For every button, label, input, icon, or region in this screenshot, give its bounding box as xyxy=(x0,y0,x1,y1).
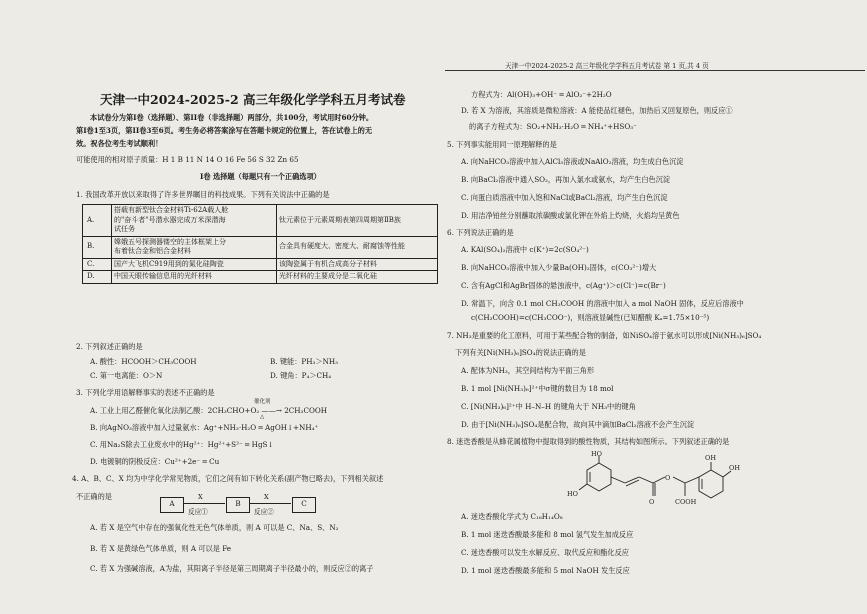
q5-option-b: B. 向BaCl₂溶液中通入SO₂，再加入氯水或氨水，均产生白色沉淀 xyxy=(461,175,671,184)
intro-line-1: 本试卷分为第I卷（选择题）、第II卷（非选择题）两部分，共100分，考试用时60分钟。 xyxy=(90,113,374,122)
row-left-cell: 中国天眼传输信息用的光纤材料 xyxy=(112,271,277,284)
q2-option-c: C. 第一电离能：O＞N xyxy=(90,371,163,380)
hydroxyl-label: OH xyxy=(705,454,716,462)
q2-option-d: D. 键角：P₄＞CH₄ xyxy=(270,371,332,380)
q4-stem: 4. A、B、C、X 均为中学化学常见物质，它们之间有如下转化关系(副产物已略去)，下列相关叙述 xyxy=(72,474,384,483)
running-header: 天津一中2024-2025-2 高三年级化学学科五月考试卷 第 1 页,共 4 页 xyxy=(505,62,709,70)
atomic-masses: 可能使用的相对原子质量：H 1 B 11 N 14 O 16 Fe 56 S 32 Zn 65 xyxy=(76,155,299,164)
table-row xyxy=(83,236,438,258)
header-rule xyxy=(445,70,865,71)
q6-option-a: A. KAl(SO₄)₂溶液中 c(K⁺)=2c(SO₄²⁻) xyxy=(461,245,589,254)
arrow-1 xyxy=(183,503,225,504)
q8-option-d: D. 1 mol 迷迭香酸最多能和 5 mol NaOH 发生反应 xyxy=(461,566,630,575)
exam-title: 天津一中2024-2025-2 高三年级化学学科五月考试卷 xyxy=(100,92,406,107)
q6-option-d-2: c(CH₃COOH)=c(CH₃COO⁻)，则溶液显碱性(已知醋酸 Kₐ=1.75×10⁻⁵) xyxy=(471,313,710,322)
right-column xyxy=(445,0,865,614)
arrow-2 xyxy=(249,503,291,504)
row-label: C. xyxy=(83,258,112,271)
q3-stem: 3. 下列化学用语解释事实的表述不正确的是 xyxy=(76,388,215,397)
q6-option-c: C. 含有AgCl和AgBr固体的悬浊液中，c(Ag⁺)＞c(Cl⁻)=c(Br⁻) xyxy=(461,281,666,290)
q3-option-a: A. 工业上用乙醛催化氧化法制乙酸：2CH₃CHO+O₂ ——→ 2CH₃COOH xyxy=(90,406,327,415)
row-right-cell: 该陶瓷属于有机合成高分子材料 xyxy=(277,258,438,271)
q4-option-d-1: D. 若 X 为溶液，其溶质是微粒溶液：A 能使品红褪色，加热后又回复原色，则反应① xyxy=(461,106,733,115)
row-right-cell: 钛元素位于元素周期表第四周期第ⅡB族 xyxy=(277,205,438,237)
q5-stem: 5. 下列事实能用同一原理解释的是 xyxy=(447,140,557,149)
intro-line-3: 效。祝各位考生考试顺利！ xyxy=(76,139,163,148)
q3-option-d: D. 电镀铜的阴极反应：Cu²⁺+2e⁻ ═ Cu xyxy=(90,457,220,466)
q1-table xyxy=(82,204,438,284)
q1-stem: 1. 我国改革开放以来取得了许多世界瞩目的科技成果。下列有关说法中正确的是 xyxy=(76,190,330,199)
q2-stem: 2. 下列叙述正确的是 xyxy=(76,342,143,351)
carboxyl-label: COOH xyxy=(675,498,697,506)
q8-option-b: B. 1 mol 迷迭香酸最多能和 8 mol 氢气发生加成反应 xyxy=(461,530,634,539)
table-row xyxy=(83,205,438,237)
q7-stem-2: 下列有关[Ni(NH₃)₆]SO₄的说法正确的是 xyxy=(455,348,586,357)
q7-option-b: B. 1 mol [Ni(NH₃)₆]²⁺中σ键的数目为 18 mol xyxy=(461,384,614,393)
q6-stem: 6. 下列说法正确的是 xyxy=(447,228,514,237)
q8-option-a: A. 迷迭香酸化学式为 C₁₈H₁₄O₈ xyxy=(461,512,563,521)
q4-cont-1: 方程式为：Al(OH)₃+OH⁻ ═ AlO₂⁻+2H₂O xyxy=(471,90,612,99)
q5-option-c: C. 向蛋白质溶液中加入饱和NaCl或BaCl₂溶液，均产生白色沉淀 xyxy=(461,193,668,202)
q2-option-b: B. 键能：PH₃＞NH₃ xyxy=(270,357,339,366)
reaction-1-label: 反应① xyxy=(188,508,208,516)
q4-option-d-2: 的离子方程式为：SO₂+NH₃·H₂O ═ NH₄⁺+HSO₃⁻ xyxy=(469,122,637,131)
carbonyl-oxygen-label: O xyxy=(649,498,655,506)
q5-option-a: A. 向NaHCO₃溶液中加入AlCl₃溶液或NaAlO₂溶液，均生成白色沉淀 xyxy=(461,157,684,166)
box-a: A xyxy=(160,497,184,513)
q3-condition: 催化剂 xyxy=(254,399,271,405)
q4-option-c: C. 若 X 为强碱溶液，A为盐，其阳离子半径是第三周期离子半径最小的，则反应②的离子 xyxy=(90,564,374,573)
hydroxyl-label: OH xyxy=(729,464,740,472)
q6-option-b: B. 向NaHCO₃溶液中加入少量Ba(OH)₂固体，c(CO₃²⁻)增大 xyxy=(461,263,657,272)
q7-option-a: A. 配体为NH₃，其空间结构为平面三角形 xyxy=(461,366,595,375)
intro-line-2: 第I卷1至3页，第II卷3至6页。考生务必将答案涂写在答题卡规定的位置上，答在试卷上的无 xyxy=(76,126,373,135)
row-label: D. xyxy=(83,271,112,284)
left-column xyxy=(70,0,440,614)
box-c: C xyxy=(292,497,316,513)
section-heading: I卷 选择题（每题只有一个正确选项） xyxy=(200,172,321,181)
q7-option-d: D. 由于[Ni(NH₃)₆]SO₄是配合物，故向其中滴加BaCl₂溶液不会产生沉淀 xyxy=(461,420,695,429)
ester-oxygen-label: O xyxy=(665,474,671,482)
row-left-cell: 国产大飞机C919用到的氮化硅陶瓷 xyxy=(112,258,277,271)
q4-option-b: B. 若 X 是黄绿色气体单质，则 A 可以是 Fe xyxy=(90,544,232,553)
row-right-cell: 合金具有硬度大、密度大、耐腐蚀等性能 xyxy=(277,236,438,258)
hydroxyl-label: HO xyxy=(591,450,602,458)
q8-stem: 8. 迷迭香酸是从蜂花属植物中提取得到的酸性物质，其结构如图所示。下列叙述正确的是 xyxy=(447,437,730,446)
q3-option-b: B. 向AgNO₃溶液中加入过量氨水：Ag⁺+NH₃·H₂O ═ AgOH↓+NH₄⁺ xyxy=(90,423,319,432)
reaction-2-label: 反应② xyxy=(254,508,274,516)
q7-stem-1: 7. NH₃是重要的化工原料，可用于某些配合物的制备，如NiSO₄溶于氨水可以形成[Ni(NH₃)₆]SO₄ xyxy=(447,331,762,340)
row-left-cell: 搭载有新型钛合金材料Ti-62A载人舱 的"奋斗者"号潜水器完成万米深潜海 试任务 xyxy=(112,205,277,237)
table-row xyxy=(83,258,438,271)
q3-option-c: C. 用Na₂S除去工业废水中的Hg²⁺：Hg²⁺+S²⁻ ═ HgS↓ xyxy=(90,440,274,449)
q5-option-d: D. 用洁净铂丝分别蘸取浓碳酸或氯化钾在外焰上灼烧，火焰均呈黄色 xyxy=(461,211,680,220)
q7-option-c: C. [Ni(NH₃)₆]²⁺中 H–N–H 的键角大于 NH₃中的键角 xyxy=(461,402,636,411)
hydroxyl-label: HO xyxy=(567,490,578,498)
q8-option-c: C. 迷迭香酸可以发生水解反应、取代反应和酯化反应 xyxy=(461,548,629,557)
box-b: B xyxy=(226,497,250,513)
q3-condition-heat: △ xyxy=(260,414,265,420)
row-label: A. xyxy=(83,205,112,237)
q4-option-a: A. 若 X 是空气中存在的强氧化性无色气体单质，则 A 可以是 C、Na、S、N₂ xyxy=(90,523,339,532)
row-label: B. xyxy=(83,236,112,258)
q6-option-d-1: D. 常温下，向含 0.1 mol CH₃COOH 的溶液中加入 a mol NaOH 固体，反应后溶液中 xyxy=(461,299,744,308)
table-row xyxy=(83,271,438,284)
molecule-structure xyxy=(565,450,755,512)
right-ring xyxy=(699,470,723,498)
q4-stem-2: 不正确的是 xyxy=(76,492,112,501)
row-left-cell: 嫦娥五号探测器镂空的主体框架上分 布着钛合金和铝合金材料 xyxy=(112,236,277,258)
q2-option-a: A. 酸性：HCOOH＞CH₃COOH xyxy=(90,357,197,366)
row-right-cell: 光纤材料的主要成分是二氧化硅 xyxy=(277,271,438,284)
arrow-1-label: X xyxy=(198,493,203,501)
arrow-2-label: X xyxy=(264,493,269,501)
left-ring xyxy=(587,463,611,491)
